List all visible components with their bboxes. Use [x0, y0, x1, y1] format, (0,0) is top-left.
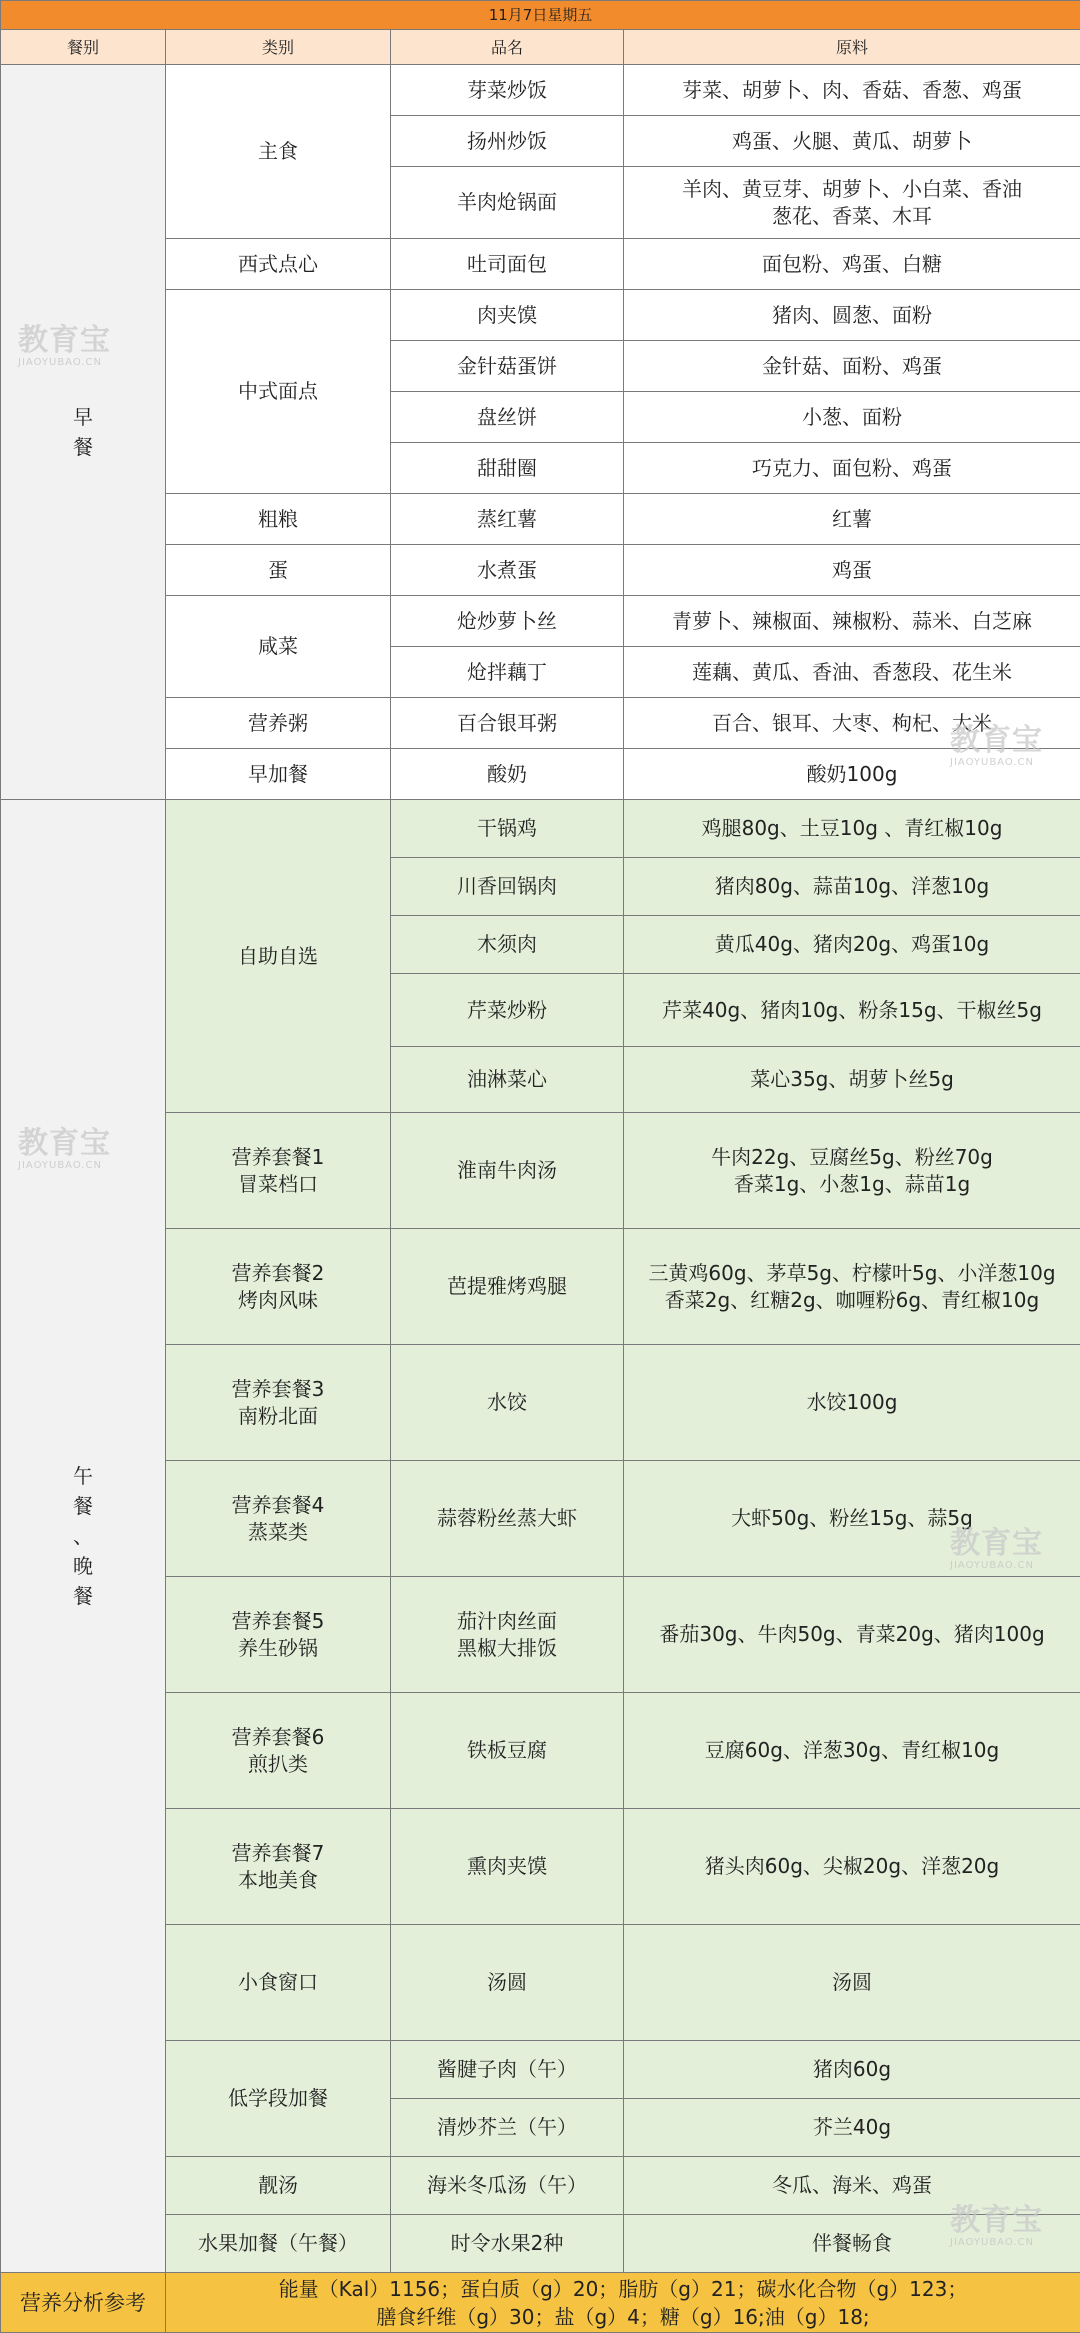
dish-name: 肉夹馍: [391, 290, 624, 341]
dish-name: 清炒芥兰（午）: [391, 2099, 624, 2157]
dish-ingredients: 鸡蛋: [624, 545, 1080, 596]
category-cell: 营养套餐7 本地美食: [166, 1809, 391, 1925]
dish-ingredients: 水饺100g: [624, 1345, 1080, 1461]
dish-name: 熏肉夹馍: [391, 1809, 624, 1925]
breakfast-meal-label: 早 餐: [1, 65, 166, 800]
dish-ingredients: 百合、银耳、大枣、枸杞、大米: [624, 698, 1080, 749]
dish-name: 芹菜炒粉: [391, 974, 624, 1047]
dish-name: 汤圆: [391, 1925, 624, 2041]
lunch-meal-label: 午 餐 、 晚 餐: [1, 800, 166, 2273]
dish-name: 水饺: [391, 1345, 624, 1461]
dish-ingredients: 小葱、面粉: [624, 392, 1080, 443]
category-cell: 水果加餐（午餐）: [166, 2215, 391, 2273]
dish-name: 油淋菜心: [391, 1047, 624, 1113]
dish-ingredients: 番茄30g、牛肉50g、青菜20g、猪肉100g: [624, 1577, 1080, 1693]
category-cell: 粗粮: [166, 494, 391, 545]
dish-name: 铁板豆腐: [391, 1693, 624, 1809]
dish-ingredients: 三黄鸡60g、茅草5g、柠檬叶5g、小洋葱10g 香菜2g、红糖2g、咖喱粉6g、青红椒10g: [624, 1229, 1080, 1345]
dish-ingredients: 青萝卜、辣椒面、辣椒粉、蒜米、白芝麻: [624, 596, 1080, 647]
watermark-logo-text: 教育宝: [950, 725, 1043, 757]
dish-name: 金针菇蛋饼: [391, 341, 624, 392]
dish-ingredients: 巧克力、面包粉、鸡蛋: [624, 443, 1080, 494]
dish-ingredients: 黄瓜40g、猪肉20g、鸡蛋10g: [624, 916, 1080, 974]
dish-ingredients: 莲藕、黄瓜、香油、香葱段、花生米: [624, 647, 1080, 698]
category-cell: 营养套餐5 养生砂锅: [166, 1577, 391, 1693]
header-meal: 餐别: [1, 30, 166, 65]
dish-name: 川香回锅肉: [391, 858, 624, 916]
menu-row: [1, 65, 1080, 116]
dish-name: 酱腱子肉（午）: [391, 2041, 624, 2099]
dish-ingredients: 牛肉22g、豆腐丝5g、粉丝70g 香菜1g、小葱1g、蒜苗1g: [624, 1113, 1080, 1229]
watermark-url: JIAOYUBAO.CN: [950, 757, 1043, 768]
dish-ingredients: 鸡蛋、火腿、黄瓜、胡萝卜: [624, 116, 1080, 167]
watermark-logo-text: 教育宝: [950, 2205, 1043, 2237]
watermark-url: JIAOYUBAO.CN: [950, 2237, 1043, 2248]
dish-name: 扬州炒饭: [391, 116, 624, 167]
dish-name: 茄汁肉丝面 黑椒大排饭: [391, 1577, 624, 1693]
menu-row: [1, 800, 1080, 858]
dish-name: 芭提雅烤鸡腿: [391, 1229, 624, 1345]
dish-ingredients: 芥兰40g: [624, 2099, 1080, 2157]
dish-ingredients: 猪头肉60g、尖椒20g、洋葱20g: [624, 1809, 1080, 1925]
title-row: [1, 1, 1080, 30]
dish-ingredients: 鸡腿80g、土豆10g 、青红椒10g: [624, 800, 1080, 858]
dish-name: 海米冬瓜汤（午）: [391, 2157, 624, 2215]
dish-ingredients: 酸奶100g: [624, 749, 1080, 800]
nutrition-label: 营养分析参考: [1, 2273, 166, 2333]
category-cell: 低学段加餐: [166, 2041, 391, 2157]
dish-ingredients: 金针菇、面粉、鸡蛋: [624, 341, 1080, 392]
watermark-url: JIAOYUBAO.CN: [18, 1160, 111, 1171]
dish-ingredients: 伴餐畅食: [624, 2215, 1080, 2273]
dish-ingredients: 面包粉、鸡蛋、白糖: [624, 239, 1080, 290]
dish-name: 时令水果2种: [391, 2215, 624, 2273]
category-cell: 主食: [166, 65, 391, 239]
dish-ingredients: 芽菜、胡萝卜、肉、香菇、香葱、鸡蛋: [624, 65, 1080, 116]
header-dish: 品名: [391, 30, 624, 65]
dish-ingredients: 豆腐60g、洋葱30g、青红椒10g: [624, 1693, 1080, 1809]
dish-name: 干锅鸡: [391, 800, 624, 858]
category-cell: 营养套餐6 煎扒类: [166, 1693, 391, 1809]
watermark-url: JIAOYUBAO.CN: [18, 357, 111, 368]
dish-ingredients: 羊肉、黄豆芽、胡萝卜、小白菜、香油 葱花、香菜、木耳: [624, 167, 1080, 239]
dish-ingredients: 汤圆: [624, 1925, 1080, 2041]
dish-name: 蒜蓉粉丝蒸大虾: [391, 1461, 624, 1577]
header-row: [1, 30, 1080, 65]
category-cell: 小食窗口: [166, 1925, 391, 2041]
dish-name: 蒸红薯: [391, 494, 624, 545]
dish-ingredients: 猪肉、圆葱、面粉: [624, 290, 1080, 341]
category-cell: 营养粥: [166, 698, 391, 749]
dish-ingredients: 红薯: [624, 494, 1080, 545]
dish-name: 吐司面包: [391, 239, 624, 290]
header-category: 类别: [166, 30, 391, 65]
category-cell: 咸菜: [166, 596, 391, 698]
watermark-logo-text: 教育宝: [18, 325, 111, 357]
nutrition-row: [1, 2273, 1080, 2333]
category-cell: 早加餐: [166, 749, 391, 800]
watermark-logo-text: 教育宝: [18, 1128, 111, 1160]
category-cell: 西式点心: [166, 239, 391, 290]
category-cell: 靓汤: [166, 2157, 391, 2215]
watermark-logo-text: 教育宝: [950, 1528, 1043, 1560]
category-cell: 营养套餐1 冒菜档口: [166, 1113, 391, 1229]
category-cell: 营养套餐3 南粉北面: [166, 1345, 391, 1461]
category-cell: 蛋: [166, 545, 391, 596]
dish-name: 芽菜炒饭: [391, 65, 624, 116]
category-cell: 自助自选: [166, 800, 391, 1113]
dish-name: 炝炒萝卜丝: [391, 596, 624, 647]
dish-ingredients: 猪肉80g、蒜苗10g、洋葱10g: [624, 858, 1080, 916]
dish-name: 木须肉: [391, 916, 624, 974]
dish-name: 百合银耳粥: [391, 698, 624, 749]
dish-ingredients: 菜心35g、胡萝卜丝5g: [624, 1047, 1080, 1113]
nutrition-values: 能量（Kal）1156；蛋白质（g）20；脂肪（g）21；碳水化合物（g）123； 膳食纤维（g）30；盐（g）4；糖（g）16;油（g）18;: [166, 2273, 1080, 2333]
dish-ingredients: 冬瓜、海米、鸡蛋: [624, 2157, 1080, 2215]
header-ingredients: 原料: [624, 30, 1080, 65]
dish-ingredients: 猪肉60g: [624, 2041, 1080, 2099]
menu-table-body: [1, 1, 1080, 2333]
dish-name: 羊肉炝锅面: [391, 167, 624, 239]
category-cell: 营养套餐4 蒸菜类: [166, 1461, 391, 1577]
watermark-url: JIAOYUBAO.CN: [950, 1560, 1043, 1571]
category-cell: 中式面点: [166, 290, 391, 494]
category-cell: 营养套餐2 烤肉风味: [166, 1229, 391, 1345]
dish-name: 盘丝饼: [391, 392, 624, 443]
menu-title: 11月7日星期五: [1, 1, 1080, 30]
dish-name: 炝拌藕丁: [391, 647, 624, 698]
dish-ingredients: 芹菜40g、猪肉10g、粉条15g、干椒丝5g: [624, 974, 1080, 1047]
dish-name: 甜甜圈: [391, 443, 624, 494]
dish-name: 淮南牛肉汤: [391, 1113, 624, 1229]
dish-name: 水煮蛋: [391, 545, 624, 596]
dish-ingredients: 大虾50g、粉丝15g、蒜5g: [624, 1461, 1080, 1577]
dish-name: 酸奶: [391, 749, 624, 800]
